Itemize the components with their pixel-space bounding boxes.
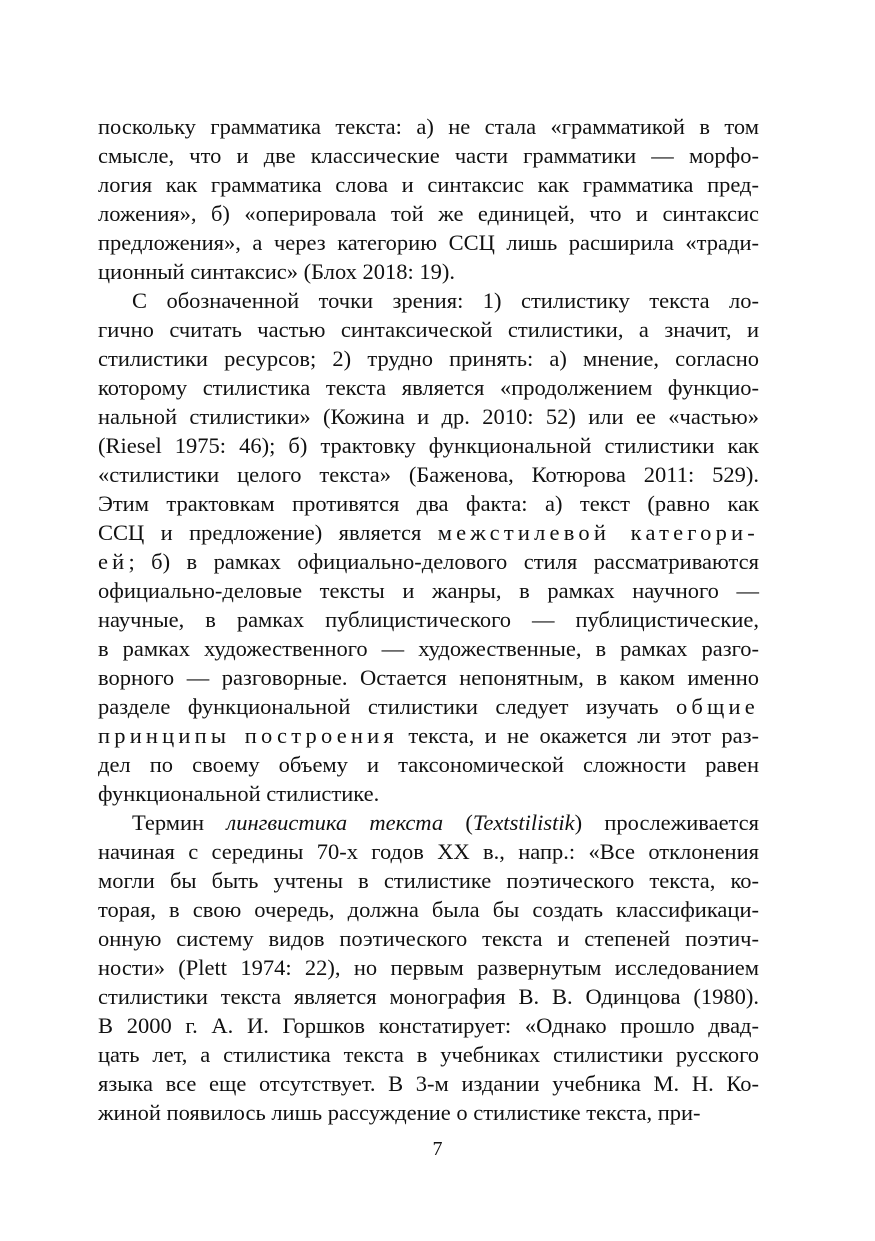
text-line: начиная с середины 70-х годов XX в., напр.: «Все отклонения [98, 839, 759, 864]
text-line: логия как грамматика слова и синтаксис как грамматика пред- [98, 172, 759, 197]
text-line: функциональной стилистике. [98, 781, 380, 806]
page-number: 7 [432, 1138, 443, 1160]
text-line [98, 692, 759, 721]
text-line: смысле, что и две классические части грамматики — морфо- [98, 143, 759, 168]
text-line: гично считать частью синтаксической стилистики, а значит, и [98, 317, 759, 342]
text-line [98, 721, 759, 750]
text-line: стилистики текста является монография В. В. Одинцова (1980). [98, 984, 759, 1009]
text-line: языка все еще отсутствует. В 3-м издании учебника М. Н. Ко- [98, 1071, 759, 1096]
text-line: которому стилистика текста является «продолжением функцио- [98, 375, 759, 400]
text-segment: ( [443, 810, 473, 835]
text-line: нальной стилистики» (Кожина и др. 2010: 52) или ее «частью» [98, 404, 759, 429]
text-line: онную систему видов поэтического текста и степеней поэтич- [98, 926, 759, 951]
text-line: ности» (Plett 1974: 22), но первым развернутым исследованием [98, 955, 759, 980]
text-line: поскольку грамматика текста: а) не стала «грамматикой в том [98, 114, 759, 139]
text-line: торая, в свою очередь, должна была бы создать классификаци- [98, 897, 759, 922]
text-segment: Термин [132, 810, 227, 835]
text-line: официально-деловые тексты и жанры, в рамках научного — [98, 578, 759, 603]
italic-term: лингвистика текста [226, 810, 444, 835]
spaced-emphasis: общие [675, 694, 759, 719]
text-segment: ) прослеживается [574, 810, 759, 835]
spaced-emphasis: межстилевой категори- [437, 520, 759, 545]
text-line: цать лет, а стилистика текста в учебниках стилистики русского [98, 1042, 759, 1067]
text-line: дел по своему объему и таксономической сложности равен [98, 752, 759, 777]
text-line: в рамках художественного — художественные, в рамках разго- [98, 636, 759, 661]
italic-term: Textstilistik [472, 810, 575, 835]
text-line: ложения», б) «оперировала той же единицей, что и синтаксис [98, 201, 759, 226]
text-segment: разделе функциональной стилистики следует изучать [98, 694, 676, 719]
text-line [98, 547, 759, 576]
text-line [132, 808, 759, 837]
text-segment: текста, и не окажется ли этот раз- [397, 723, 759, 748]
text-line: жиной появилось лишь рассуждение о стилистике текста, при- [98, 1100, 701, 1125]
text-line: стилистики ресурсов; 2) трудно принять: а) мнение, согласно [98, 346, 759, 371]
text-line: Этим трактовкам противятся два факта: а) текст (равно как [98, 491, 759, 516]
text-line: научные, в рамках публицистического — публицистические, [98, 607, 759, 632]
text-line: (Riesel 1975: 46); б) трактовку функциональной стилистики как [98, 433, 759, 458]
text-segment: ССЦ и предложение) является [98, 520, 438, 545]
text-line: могли бы быть учтены в стилистике поэтического текста, ко- [98, 868, 759, 893]
spaced-emphasis: ей [98, 549, 129, 574]
text-line: В 2000 г. А. И. Горшков констатирует: «Однако прошло двад- [98, 1013, 759, 1038]
text-line: С обозначенной точки зрения: 1) стилистику текста ло- [132, 288, 759, 313]
text-segment: ; б) в рамках официально-делового стиля рассматриваются [128, 549, 759, 574]
text-line: «стилистики целого текста» (Баженова, Котюрова 2011: 529). [98, 462, 759, 487]
text-line: предложения», а через категорию ССЦ лишь расширила «тради- [98, 230, 759, 255]
spaced-emphasis: принципы построения [98, 723, 398, 748]
text-line: ционный синтаксис» (Блох 2018: 19). [98, 259, 456, 284]
text-line: ворного — разговорные. Остается непонятным, в каком именно [98, 665, 759, 690]
text-line [98, 518, 759, 547]
